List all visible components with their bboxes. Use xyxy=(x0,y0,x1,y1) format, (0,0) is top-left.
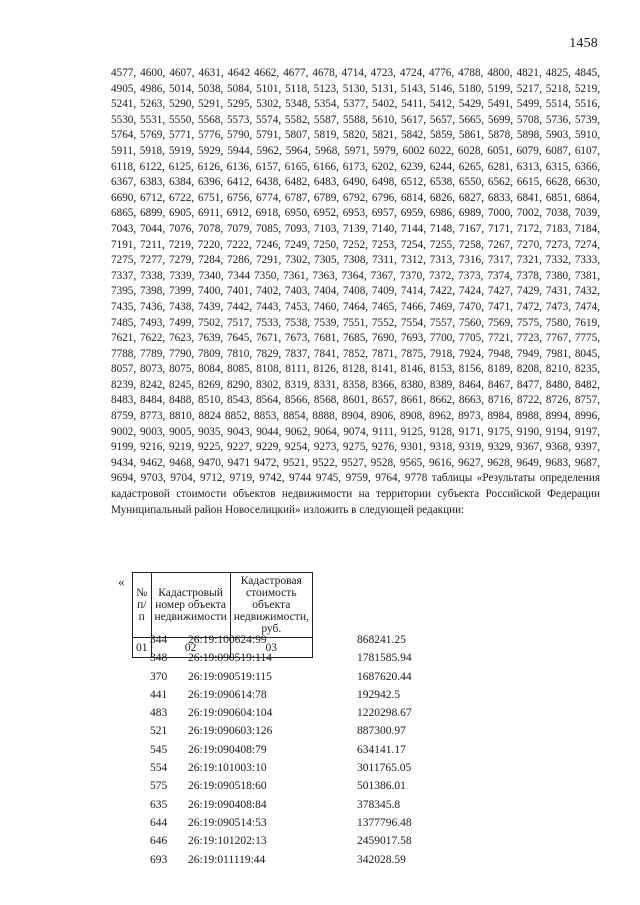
row-number: 693 xyxy=(150,853,168,866)
table-row xyxy=(132,744,572,762)
row-cadastral-value: 887300.97 xyxy=(357,725,406,738)
row-cadastral-number: 26:19:090603:126 xyxy=(188,725,273,738)
row-cadastral-value: 1220298.67 xyxy=(357,707,412,720)
row-cadastral-number: 26:19:101202:13 xyxy=(188,835,267,848)
row-cadastral-number: 26:19:090604:104 xyxy=(188,707,273,720)
header-code-01: 01 xyxy=(133,638,152,658)
row-cadastral-value: 1781585.94 xyxy=(357,652,412,665)
row-number: 545 xyxy=(150,743,168,756)
row-number: 348 xyxy=(150,652,168,665)
row-number: 635 xyxy=(150,798,168,811)
row-cadastral-value: 2459017.58 xyxy=(357,835,412,848)
page-number: 1458 xyxy=(569,36,598,51)
table-row xyxy=(132,634,572,652)
header-number: № п/п xyxy=(133,573,152,638)
table-row xyxy=(132,762,572,780)
row-cadastral-number: 26:19:090519:114 xyxy=(188,652,272,665)
row-number: 575 xyxy=(150,780,168,793)
object-number-list xyxy=(111,66,600,518)
row-number: 521 xyxy=(150,725,168,738)
table-row xyxy=(132,835,572,853)
row-cadastral-value: 634141.17 xyxy=(357,743,406,756)
table-row xyxy=(132,799,572,817)
row-number: 554 xyxy=(150,762,168,775)
table-row xyxy=(132,689,572,707)
row-cadastral-number: 26:19:100624:99 xyxy=(188,634,267,646)
header-code-02: 02 xyxy=(151,638,230,658)
row-cadastral-value: 868241.25 xyxy=(357,634,406,646)
row-cadastral-value: 1377796.48 xyxy=(357,816,412,829)
row-cadastral-number: 26:19:090408:79 xyxy=(188,743,267,756)
row-cadastral-number: 26:19:090519:115 xyxy=(188,670,272,683)
row-cadastral-value: 501386.01 xyxy=(357,780,406,793)
table-row xyxy=(132,854,572,872)
row-cadastral-number: 26:19:101003:10 xyxy=(188,762,267,775)
row-number: 370 xyxy=(150,670,168,683)
table-row xyxy=(132,707,572,725)
row-number: 344 xyxy=(150,634,168,646)
header-code-03: 03 xyxy=(230,638,312,658)
row-cadastral-number: 26:19:090408:84 xyxy=(188,798,267,811)
table-row xyxy=(132,725,572,743)
row-number: 441 xyxy=(150,688,168,701)
number-list-text: 4577, 4600, 4607, 4631, 4642 4662, 4677, 4678, 4714, 4723, 4724, 4776, 4788, 4800, 4821, 4825, 4845, 4905, 4986, 5014, 5038, 5084, 5101, 5118, 5123, 5130, 5131, 5143, 5146, 5180, 5199, 5217, 5218, 5219, 5241, 5263, 5290, 5291, 5295, 5302, 5348, 5354, 5377, 5402, 5411, 5412, 5429, 5491, 5499, 5514, 5516, 5530, 5531, 5550, 5568, 5573, 5574, 5582, 5587, 5588, 5610, 5617, 5657, 5665, 5699, 5708, 5736, 5739, 5764, 5769, 5771, 5776, 5790, 5791, 5807, 5819, 5820, 5821, 5842, 5859, 5861, 5878, 5898, 5903, 5910, 5911, 5918, 5919, 5929, 5944, 5962, 5964, 5968, 5971, 5979, 6002 6022, 6028, 6051, 6079, 6087, 6107, 6118, 6122, 6125, 6126, 6136, 6157, 6165, 6166, 6173, 6202, 6239, 6244, 6265, 6281, 6313, 6315, 6366, 6367, 6383, 6384, 6396, 6412, 6438, 6482, 6483, 6490, 6498, 6512, 6538, 6550, 6562, 6615, 6628, 6630, 6690, 6712, 6722, 6751, 6756, 6774, 6787, 6789, 6792, 6796, 6814, 6826, 6827, 6833, 6841, 6851, 6864, 6865, 6899, 6905, 6911, 6912, 6918, 6950, 6952, 6953, 6957, 6959, 6986, 6989, 7000, 7002, 7038, 7039, 7043, 7044, 7076, 7078, 7079, 7085, 7093, 7103, 7139, 7140, 7144, 7148, 7167, 7171, 7172, 7183, 7184, 7191, 7211, 7219, 7220, 7222, 7246, 7249, 7250, 7252, 7253, 7254, 7255, 7258, 7267, 7270, 7273, 7274, 7275, 7277, 7279, 7284, 7286, 7291, 7302, 7305, 7308, 7311, 7312, 7313, 7316, 7317, 7321, 7332, 7333, 7337, 7338, 7339, 7340, 7344 7350, 7361, 7363, 7364, 7367, 7370, 7372, 7373, 7374, 7378, 7380, 7381, 7395, 7398, 7399, 7400, 7401, 7402, 7403, 7404, 7408, 7409, 7414, 7422, 7424, 7427, 7429, 7431, 7432, 7435, 7436, 7438, 7439, 7442, 7443, 7453, 7460, 7464, 7465, 7466, 7469, 7470, 7471, 7472, 7473, 7474, 7485, 7493, 7499, 7502, 7517, 7533, 7538, 7539, 7551, 7552, 7554, 7557, 7560, 7569, 7575, 7580, 7619, 7621, 7622, 7623, 7639, 7645, 7671, 7673, 7681, 7685, 7690, 7693, 7700, 7705, 7721, 7723, 7767, 7775, 7788, 7789, 7790, 7809, 7810, 7829, 7837, 7841, 7852, 7871, 7875, 7918, 7924, 7948, 7949, 7981, 8045, 8057, 8073, 8075, 8084, 8085, 8108, 8111, 8126, 8128, 8141, 8146, 8153, 8156, 8189, 8208, 8210, 8235, 8239, 8242, 8245, 8269, 8290, 8302, 8319, 8331, 8358, 8366, 8380, 8389, 8464, 8467, 8477, 8480, 8482, 8483, 8484, 8488, 8510, 8543, 8564, 8566, 8568, 8601, 8657, 8661, 8662, 8663, 8716, 8722, 8726, 8757, 8759, 8773, 8810, 8824 8852, 8853, 8854, 8888, 8904, 8906, 8908, 8962, 8973, 8984, 8988, 8994, 8996, 9002, 9003, 9005, 9035, 9043, 9044, 9062, 9064, 9074, 9111, 9125, 9128, 9171, 9175, 9190, 9194, 9197, 9199, 9216, 9219, 9225, 9227, 9229, 9254, 9273, 9275, 9276, 9301, 9318, 9319, 9329, 9367, 9368, 9397, 9434, 9462, 9468, 9470, 9471 9472, 9521, 9522, 9527, 9528, 9565, 9616, 9627, 9628, 9649, 9683, 9687, 9694, 9703, 9704, 9712, 9719, 9742, 9744 9745, 9759, 9764, 9778 xyxy=(111,67,600,485)
amendment-description: таблицы «Результаты определения кадастровой стоимости объектов недвижимости на территории субъекта Российской Федерации Муниципальный район Новоселицкий» изложить в следующей редакции: xyxy=(111,472,601,516)
row-number: 646 xyxy=(150,835,168,848)
row-cadastral-value: 342028.59 xyxy=(357,853,406,866)
table-body xyxy=(132,634,572,872)
row-cadastral-value: 3011765.05 xyxy=(357,762,412,775)
table-row xyxy=(132,780,572,798)
table-row xyxy=(132,817,572,835)
row-cadastral-value: 192942.5 xyxy=(357,688,401,701)
row-cadastral-number: 26:19:090614:78 xyxy=(188,688,267,701)
table-row xyxy=(132,671,572,689)
row-cadastral-number: 26:19:090514:53 xyxy=(188,816,267,829)
row-cadastral-number: 26:19:011119:44 xyxy=(188,853,266,866)
row-number: 644 xyxy=(150,816,168,829)
header-cadastral-number: Кадастровый номер объекта недвижимости xyxy=(151,573,230,638)
row-cadastral-value: 378345.8 xyxy=(357,798,401,811)
row-number: 483 xyxy=(150,707,168,720)
row-cadastral-number: 26:19:090518:60 xyxy=(188,780,267,793)
row-cadastral-value: 1687620.44 xyxy=(357,670,412,683)
table-row xyxy=(132,652,572,670)
header-cadastral-value: Кадастровая стоимость объекта недвижимости, руб. xyxy=(230,573,312,638)
opening-quote: « xyxy=(118,574,125,589)
